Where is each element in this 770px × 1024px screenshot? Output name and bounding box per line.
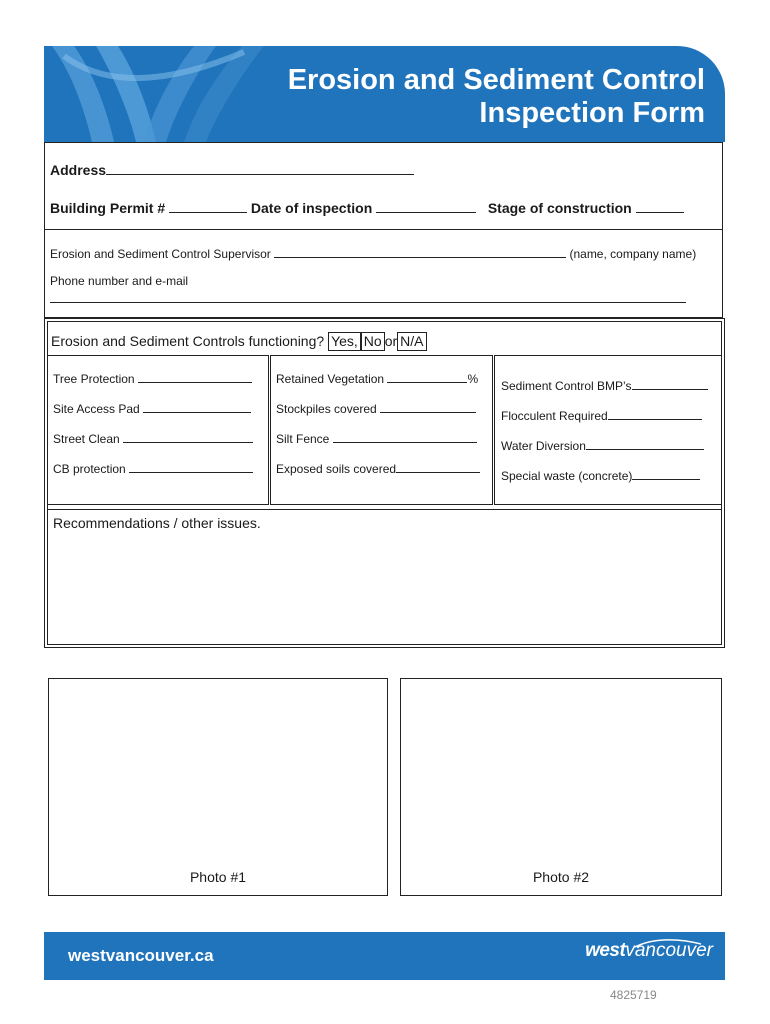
col3-list <box>501 376 708 496</box>
col3-item: Special waste (concrete) <box>501 466 708 496</box>
sediment-bmp-field[interactable] <box>632 376 708 390</box>
supervisor-label: Erosion and Sediment Control Supervisor <box>50 247 271 261</box>
choice-or: or <box>384 333 398 349</box>
supervisor-row <box>50 244 696 261</box>
header-banner <box>44 46 725 142</box>
building-permit-label: Building Permit # <box>50 200 166 216</box>
photo-2-label: Photo #2 <box>532 869 590 885</box>
document-number: 4825719 <box>610 988 657 1002</box>
col3-item: Sediment Control BMP’s <box>501 376 708 406</box>
brand-swoosh-icon <box>633 938 703 948</box>
footer-banner <box>44 932 725 980</box>
west-vancouver-w-logo-icon <box>44 46 284 142</box>
col2-item: Stockpiles covered <box>276 399 480 429</box>
special-waste-field[interactable] <box>632 466 700 480</box>
phone-label: Phone number and e-mail <box>50 274 189 288</box>
website-link[interactable]: westvancouver.ca <box>68 946 214 965</box>
retained-vegetation-field[interactable] <box>387 369 467 383</box>
silt-fence-field[interactable] <box>333 429 477 443</box>
phone-email-field[interactable] <box>50 302 686 303</box>
choice-na[interactable]: N/A <box>397 332 426 351</box>
cb-protection-field[interactable] <box>129 459 253 473</box>
address-label: Address <box>50 162 107 178</box>
title-line-1: Erosion and Sediment Control <box>287 64 705 96</box>
building-permit-field[interactable] <box>169 199 247 213</box>
photo-1-label: Photo #1 <box>189 869 247 885</box>
photo-1-box[interactable] <box>48 678 388 896</box>
supervisor-field[interactable] <box>274 244 566 258</box>
water-diversion-field[interactable] <box>586 436 704 450</box>
photo-2-box[interactable] <box>400 678 722 896</box>
col2-list <box>276 369 480 489</box>
col1-item: Site Access Pad <box>53 399 253 429</box>
street-clean-field[interactable] <box>123 429 253 443</box>
address-field[interactable] <box>106 161 414 175</box>
functioning-question-row <box>51 332 427 351</box>
col1-list <box>53 369 253 489</box>
col3-item: Flocculent Required <box>501 406 708 436</box>
col1-item: CB protection <box>53 459 253 489</box>
site-access-field[interactable] <box>143 399 251 413</box>
address-row <box>50 161 414 178</box>
choice-no[interactable]: No <box>361 332 385 351</box>
recommendations-label: Recommendations / other issues. <box>53 515 261 531</box>
inspection-date-field[interactable] <box>376 199 476 213</box>
permit-info-section <box>44 142 723 230</box>
stockpiles-field[interactable] <box>380 399 476 413</box>
stage-field[interactable] <box>636 199 684 213</box>
title-line-2: Inspection Form <box>479 97 705 129</box>
flocculent-field[interactable] <box>608 406 702 420</box>
west-vancouver-brand-logo: westvancouver <box>585 940 713 961</box>
functioning-question: Erosion and Sediment Controls functioning? <box>51 333 325 349</box>
inspection-date-label: Date of inspection <box>250 200 373 216</box>
supervisor-hint: (name, company name) <box>569 247 697 261</box>
choice-yes[interactable]: Yes, <box>328 332 361 351</box>
col1-item: Street Clean <box>53 429 253 459</box>
page-title <box>288 64 705 130</box>
col3-item: Water Diversion <box>501 436 708 466</box>
tree-protection-field[interactable] <box>138 369 252 383</box>
col2-item: Exposed soils covered <box>276 459 480 489</box>
exposed-soils-field[interactable] <box>396 459 480 473</box>
col2-item: Silt Fence <box>276 429 480 459</box>
stage-label: Stage of construction <box>487 200 632 216</box>
col1-item: Tree Protection <box>53 369 253 399</box>
permit-row <box>50 199 684 216</box>
percent-sign: % <box>467 372 479 386</box>
col2-item: Retained Vegetation % <box>276 369 480 399</box>
